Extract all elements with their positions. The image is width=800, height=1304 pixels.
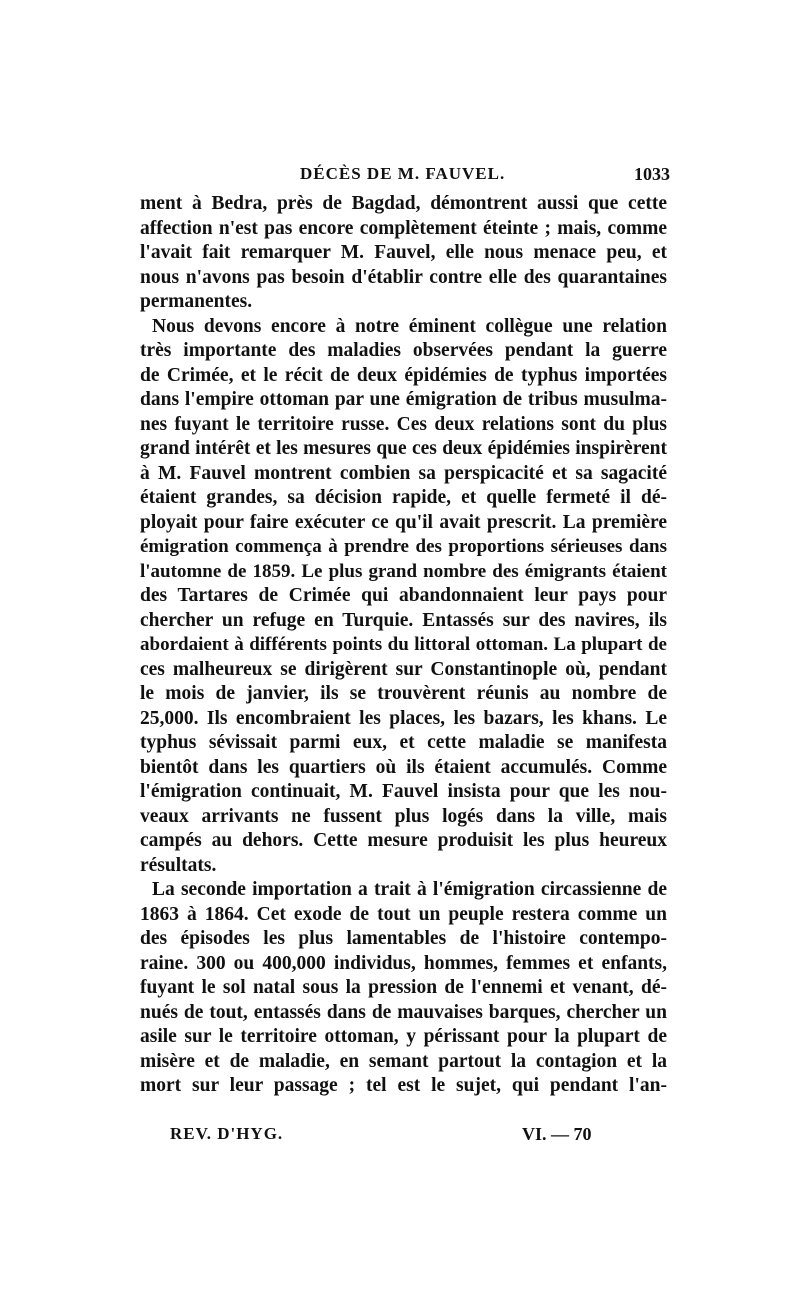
text-line: La seconde importation a trait à l'émigration circassienne de bbox=[152, 879, 667, 900]
text-line: veaux arrivants ne fussent plus logés dans la ville, mais bbox=[140, 805, 667, 827]
running-head bbox=[140, 160, 670, 190]
text-line: nués de tout, entassés dans de mauvaises barques, chercher un bbox=[140, 1001, 667, 1023]
text-line: chercher un refuge en Turquie. Entassés sur des navires, ils bbox=[140, 609, 667, 631]
body-text bbox=[140, 192, 667, 1099]
text-line: à M. Fauvel montrent combien sa perspicacité et sa sagacité bbox=[140, 462, 667, 484]
running-title: DÉCÈS DE M. FAUVEL. bbox=[300, 164, 506, 183]
text-line: ces malheureux se dirigèrent sur Constantinople où, pendant bbox=[140, 658, 667, 680]
text-line: 25,000. Ils encombraient les places, les bazars, les khans. Le bbox=[140, 707, 667, 729]
text-line: fuyant le sol natal sous la pression de l'ennemi et venant, dé- bbox=[140, 977, 667, 998]
text-line: nous n'avons pas besoin d'établir contre elle des quarantaines bbox=[140, 266, 667, 288]
text-line: l'automne de 1859. Le plus grand nombre des émigrants étaient bbox=[140, 560, 667, 582]
text-line: permanentes. bbox=[140, 291, 253, 312]
volume-signature: VI. — 70 bbox=[522, 1124, 592, 1144]
text-line: résultats. bbox=[140, 854, 217, 876]
text-line: bientôt dans les quartiers où ils étaient accumulés. Comme bbox=[140, 756, 667, 778]
text-line: campés au dehors. Cette mesure produisit les plus heureux bbox=[140, 830, 667, 851]
text-line: Nous devons encore à notre éminent collègue une relation bbox=[152, 315, 667, 337]
journal-signature: REV. D'HYG. bbox=[170, 1124, 284, 1143]
text-line: émigration commença à prendre des proportions sérieuses dans bbox=[140, 536, 667, 557]
text-line: des Tartares de Crimée qui abandonnaient leur pays pour bbox=[140, 585, 667, 606]
page-number: 1033 bbox=[634, 164, 670, 184]
text-line: mort sur leur passage ; tel est le sujet, qui pendant l'an- bbox=[140, 1075, 667, 1096]
text-line: typhus sévissait parmi eux, et cette maladie se manifesta bbox=[140, 732, 667, 753]
text-line: très importante des maladies observées pendant la guerre bbox=[140, 340, 667, 361]
text-line: étaient grandes, sa décision rapide, et quelle fermeté il dé- bbox=[140, 487, 667, 508]
text-line: asile sur le territoire ottoman, y périssant pour la plupart de bbox=[140, 1026, 667, 1047]
text-line: des épisodes les plus lamentables de l'histoire contempo- bbox=[140, 928, 667, 949]
text-line: l'avait fait remarquer M. Fauvel, elle nous menace peu, et bbox=[140, 242, 667, 263]
text-line: grand intérêt et les mesures que ces deux épidémies inspirèrent bbox=[140, 438, 667, 459]
text-line: misère et de maladie, en semant partout la contagion et la bbox=[140, 1050, 667, 1072]
text-line: abordaient à différents points du littoral ottoman. La plupart de bbox=[140, 634, 667, 655]
page-footer bbox=[140, 1120, 667, 1150]
text-line: ment à Bedra, près de Bagdad, démontrent aussi que cette bbox=[140, 193, 667, 214]
text-line: le mois de janvier, ils se trouvèrent réunis au nombre de bbox=[140, 683, 667, 704]
text-line: de Crimée, et le récit de deux épidémies de typhus importées bbox=[140, 364, 667, 386]
text-line: dans l'empire ottoman par une émigration de tribus musulma- bbox=[140, 389, 667, 410]
text-line: raine. 300 ou 400,000 individus, hommes, femmes et enfants, bbox=[140, 952, 667, 974]
text-line: ployait pour faire exécuter ce qu'il avait prescrit. La première bbox=[140, 511, 667, 533]
text-line: 1863 à 1864. Cet exode de tout un peuple restera comme un bbox=[140, 903, 667, 925]
text-line: l'émigration continuait, M. Fauvel insista pour que les nou- bbox=[140, 781, 667, 802]
text-line: nes fuyant le territoire russe. Ces deux relations sont du plus bbox=[140, 413, 667, 435]
text-line: affection n'est pas encore complètement éteinte ; mais, comme bbox=[140, 217, 667, 239]
